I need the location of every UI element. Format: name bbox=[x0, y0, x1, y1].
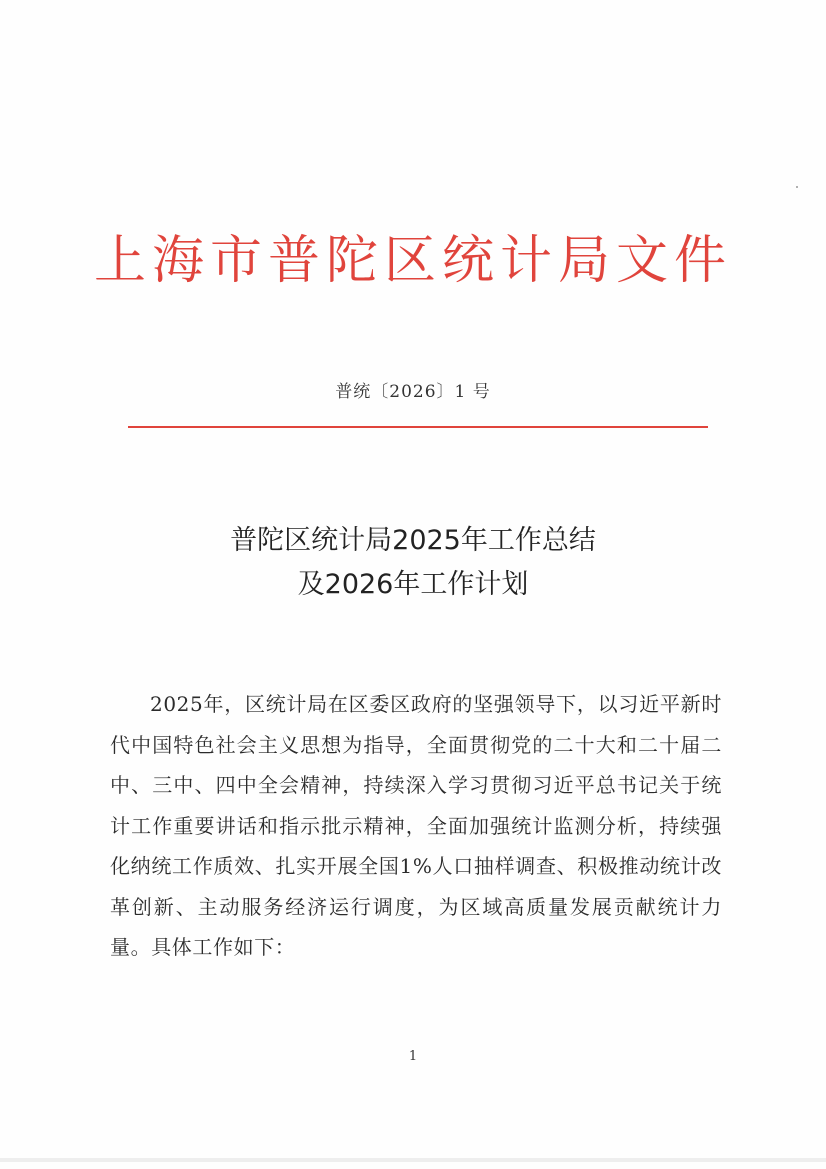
document-title-line-2: 及2026年工作计划 bbox=[297, 569, 529, 600]
document-title bbox=[0, 519, 826, 607]
page-bottom-edge bbox=[0, 1158, 826, 1162]
document-title-line-1: 普陀区统计局2025年工作总结 bbox=[230, 525, 596, 556]
red-divider-line bbox=[128, 426, 708, 428]
body-paragraph: 2025年，区统计局在区委区政府的坚强领导下，以习近平新时代中国特色社会主义思想为指导，全面贯彻党的二十大和二十届二中、三中、四中全会精神，持续深入学习贯彻习近平总书记关于统计工作重要讲话和指示批示精神，全面加强统计监测分析，持续强化纳统工作质效、扎实开展全国1%人口抽样调查、积极推动统计改革创新、主动服务经济运行调度，为区域高质量发展贡献统计力量。具体工作如下： bbox=[110, 692, 722, 959]
issuer-title: 上海市普陀区统计局文件 bbox=[93, 231, 732, 291]
scan-speck bbox=[796, 186, 798, 188]
page-number: 1 bbox=[408, 1049, 418, 1064]
document-number: 普统〔2026〕1 号 bbox=[335, 382, 491, 402]
